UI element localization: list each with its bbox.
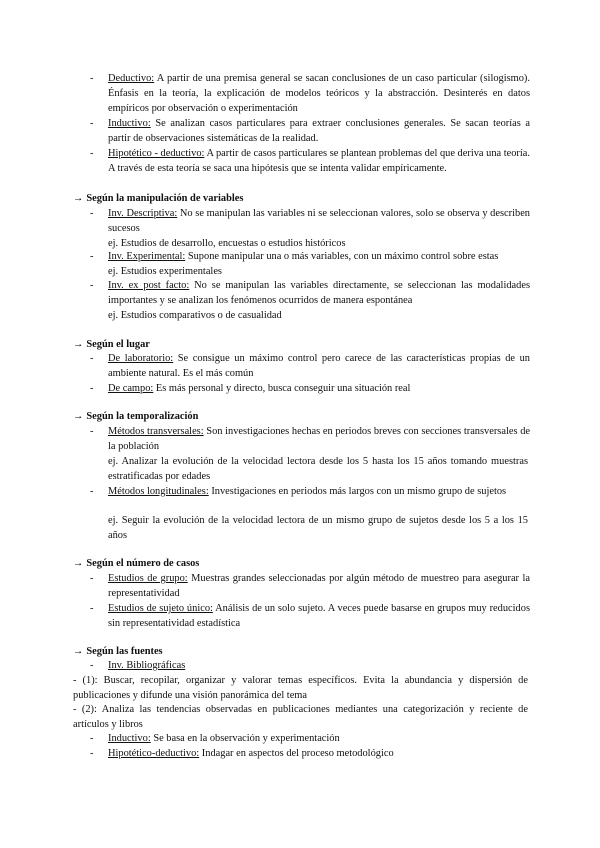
- section-heading-variables: [73, 191, 243, 206]
- list-item-metodos-longitudinales: [90, 484, 530, 499]
- term-label: Inv. Descriptiva:: [108, 208, 178, 219]
- list-item-metodos-transversales: [90, 424, 530, 454]
- term-label: De campo:: [108, 383, 154, 394]
- example-text: ej. Seguir la evolución de la velocidad lectora de un mismo grupo de sujetos desde los 5 a los 15 años: [108, 515, 528, 542]
- list-item-hipotetico-deductivo: [90, 146, 530, 176]
- paragraph-line: - (1): Buscar, recopilar, organizar y valorar temas específicos. Evita la abundancia y dispersión de publicaciones y difunde una visión panorámica del tema: [73, 675, 528, 702]
- term-description: No se manipulan las variables directamente, se seleccionan las modalidades importantes y se analizan los fenómenos ocurridos de manera espontánea: [108, 280, 530, 307]
- bullet-dash: -: [90, 353, 94, 364]
- section-heading-temporalizacion: [73, 409, 198, 424]
- arrow-right-icon: →: [73, 193, 84, 204]
- bullet-dash: -: [90, 383, 94, 394]
- list-item-text: [108, 424, 530, 454]
- bullet-dash: -: [90, 748, 94, 759]
- list-item-inductivo-fuentes: [90, 731, 530, 746]
- term-label: Inv. ex post facto:: [108, 280, 190, 291]
- heading-text: Según la manipulación de variables: [86, 193, 244, 204]
- bullet-dash: -: [90, 148, 94, 159]
- term-label: Inv. Bibliográficas: [108, 660, 186, 671]
- list-item-text: [108, 746, 530, 761]
- heading-text: Según el lugar: [86, 339, 150, 350]
- term-description: Investigaciones en periodos más largos con un mismo grupo de sujetos: [208, 486, 507, 497]
- list-item-text: [108, 249, 530, 264]
- list-item-text: [108, 484, 530, 499]
- arrow-right-icon: →: [73, 558, 84, 569]
- term-label: Métodos longitudinales:: [108, 486, 209, 497]
- term-label: Hipotético - deductivo:: [108, 148, 205, 159]
- section-heading-casos: [73, 556, 199, 571]
- example-text: ej. Estudios experimentales: [108, 266, 222, 277]
- section-heading-lugar: [73, 337, 150, 352]
- list-item-deductivo: [90, 71, 530, 117]
- term-label: Hipotético-deductivo:: [108, 748, 200, 759]
- bullet-dash: -: [90, 426, 94, 437]
- paragraph-line: - (2): Analiza las tendencias observadas en publicaciones mediantes una categorización y reciente de artículos y libros: [73, 704, 528, 731]
- list-item-text: [108, 381, 530, 396]
- term-description: A partir de casos particulares se plantean problemas del que deriva una teoría. A través de esta teoría se saca una hipótesis que se intenta validar empíricamente.: [108, 148, 530, 175]
- bullet-dash: -: [90, 573, 94, 584]
- list-item-text: [108, 731, 530, 746]
- heading-text: Según la temporalización: [86, 411, 199, 422]
- list-item-inv-ex-post-facto: [90, 278, 530, 308]
- list-item-inv-experimental: [90, 249, 530, 264]
- list-item-inv-descriptiva: [90, 206, 530, 236]
- term-description: Se consigue un máximo control pero carece de las características propias de un ambiente natural. Es el más común: [108, 353, 530, 380]
- term-label: Inv. Experimental:: [108, 251, 186, 262]
- term-description: Son investigaciones hechas en periodos breves con secciones transversales de la población: [108, 426, 531, 453]
- example-text: ej. Estudios de desarrollo, encuestas o estudios históricos: [108, 238, 346, 249]
- section-heading-fuentes: [73, 644, 163, 659]
- term-description: Análisis de un solo sujeto. A veces puede basarse en grupos muy reducidos sin representatividad estadística: [108, 603, 530, 630]
- bullet-dash: -: [90, 118, 94, 129]
- heading-text: Según las fuentes: [86, 646, 163, 657]
- term-description: Es más personal y directo, busca conseguir una situación real: [153, 383, 411, 394]
- list-item-text: [108, 658, 530, 673]
- term-label: Métodos transversales:: [108, 426, 204, 437]
- bullet-dash: -: [90, 208, 94, 219]
- term-description: A partir de una premisa general se sacan conclusiones de un caso particular (silogismo). Énfasis en la teoría, la explicación de modelos teóricos y la abstracción. Desinterés en datos empíricos por observación o experimentación: [108, 73, 530, 115]
- list-item-text: [108, 116, 530, 146]
- term-description: Se basa en la observación y experimentación: [150, 733, 340, 744]
- bullet-dash: -: [90, 73, 94, 84]
- list-item-laboratorio: [90, 351, 530, 381]
- list-item-sujeto-unico: [90, 601, 530, 631]
- term-description: No se manipulan las variables ni se seleccionan valores, solo se observa y describen sucesos: [108, 208, 530, 235]
- bullet-dash: -: [90, 660, 94, 671]
- list-item-inductivo: [90, 116, 530, 146]
- term-label: Estudios de sujeto único:: [108, 603, 213, 614]
- bullet-dash: -: [90, 603, 94, 614]
- term-label: Inductivo:: [108, 733, 151, 744]
- list-item-campo: [90, 381, 530, 396]
- term-label: De laboratorio:: [108, 353, 174, 364]
- term-description: Supone manipular una o más variables, con un máximo control sobre estas: [185, 251, 499, 262]
- bullet-dash: -: [90, 251, 94, 262]
- bullet-dash: -: [90, 733, 94, 744]
- list-item-text: [108, 601, 530, 631]
- list-item-text: [108, 146, 530, 176]
- list-item-text: [108, 351, 530, 381]
- list-item-estudios-grupo: [90, 571, 530, 601]
- arrow-right-icon: →: [73, 411, 84, 422]
- term-description: Indagar en aspectos del proceso metodológico: [199, 748, 394, 759]
- heading-text: Según el número de casos: [86, 558, 200, 569]
- term-description: Se analizan casos particulares para extraer conclusiones generales. Se sacan teorías a partir de observaciones sistemáticas de la realidad.: [108, 118, 530, 145]
- example-text: ej. Analizar la evolución de la velocidad lectora desde los 5 hasta los 15 años tomando muestras estratificadas por edades: [108, 456, 528, 483]
- term-label: Estudios de grupo:: [108, 573, 188, 584]
- bullet-dash: -: [90, 280, 94, 291]
- bullet-dash: -: [90, 486, 94, 497]
- arrow-right-icon: →: [73, 646, 84, 657]
- list-item-inv-bibliograficas: [90, 658, 530, 673]
- term-label: Inductivo:: [108, 118, 151, 129]
- list-item-hipotetico-deductivo-fuentes: [90, 746, 530, 761]
- example-text: ej. Estudios comparativos o de casualidad: [108, 310, 282, 321]
- list-item-text: [108, 278, 530, 308]
- term-label: Deductivo:: [108, 73, 155, 84]
- term-description: Muestras grandes seleccionadas por algún método de muestreo para asegurar la representatividad: [108, 573, 530, 600]
- arrow-right-icon: →: [73, 339, 84, 350]
- list-item-text: [108, 71, 530, 117]
- list-item-text: [108, 571, 530, 601]
- list-item-text: [108, 206, 530, 236]
